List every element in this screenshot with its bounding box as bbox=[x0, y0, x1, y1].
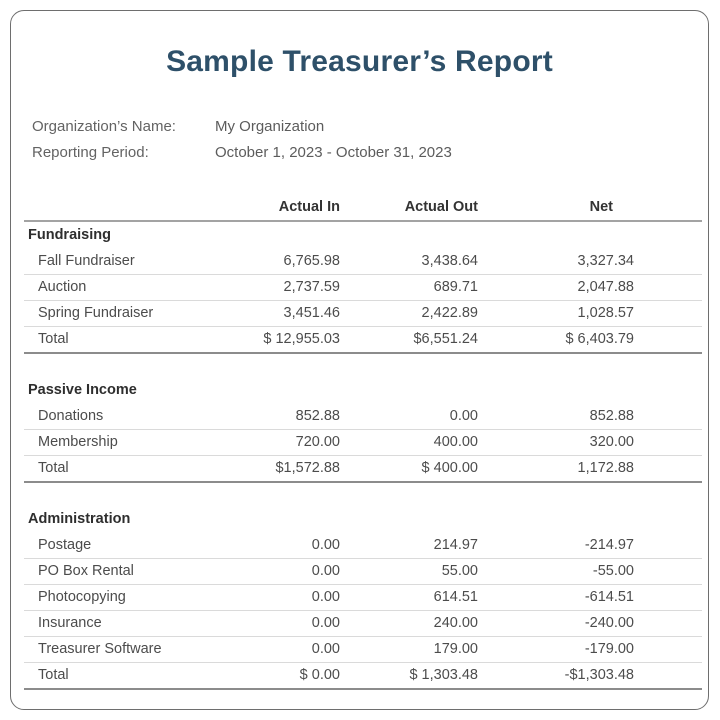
table-row bbox=[24, 326, 702, 354]
actual-out-value: 0.00 bbox=[449, 407, 478, 424]
report-card bbox=[10, 10, 709, 710]
column-header-net: Net bbox=[589, 198, 613, 215]
row-label: Total bbox=[38, 331, 69, 347]
table-row bbox=[24, 403, 702, 429]
net-value: 1,172.88 bbox=[577, 460, 634, 476]
section-header-row bbox=[24, 222, 702, 248]
org-name-row bbox=[32, 114, 708, 140]
row-label: Membership bbox=[38, 434, 118, 450]
actual-in-value: $ 12,955.03 bbox=[263, 331, 340, 347]
actual-in-value: 0.00 bbox=[311, 536, 340, 553]
net-value: 852.88 bbox=[589, 407, 634, 424]
report-meta bbox=[11, 114, 708, 166]
table-row bbox=[24, 558, 702, 584]
actual-out-value: $6,551.24 bbox=[413, 331, 478, 347]
actual-in-value: 0.00 bbox=[311, 589, 340, 605]
net-value: -179.00 bbox=[584, 641, 634, 657]
row-label: Treasurer Software bbox=[38, 641, 162, 657]
report-title: Sample Treasurer’s Report bbox=[166, 45, 553, 78]
table-section bbox=[24, 222, 702, 354]
actual-out-value: 689.71 bbox=[433, 279, 478, 295]
org-name-value: My Organization bbox=[215, 118, 325, 135]
net-value: 320.00 bbox=[589, 434, 634, 450]
row-label: Postage bbox=[38, 536, 92, 553]
net-value: -55.00 bbox=[592, 563, 634, 579]
actual-out-value: 55.00 bbox=[441, 563, 478, 579]
table-row bbox=[24, 610, 702, 636]
section-rows bbox=[24, 532, 702, 690]
table-row bbox=[24, 300, 702, 326]
actual-out-value: $ 400.00 bbox=[421, 460, 478, 476]
actual-in-value: 3,451.46 bbox=[283, 305, 340, 321]
actual-in-value: 0.00 bbox=[311, 615, 340, 631]
table-row bbox=[24, 274, 702, 300]
actual-in-value: 0.00 bbox=[311, 563, 340, 579]
actual-out-value: 400.00 bbox=[433, 434, 478, 450]
table-section bbox=[24, 506, 702, 690]
reporting-period-value: October 1, 2023 - October 31, 2023 bbox=[215, 144, 452, 161]
table-row bbox=[24, 248, 702, 274]
table-section bbox=[24, 377, 702, 483]
table-row bbox=[24, 455, 702, 483]
net-value: -214.97 bbox=[584, 536, 634, 553]
actual-in-value: 0.00 bbox=[311, 641, 340, 657]
net-value: 3,327.34 bbox=[577, 252, 634, 269]
row-label: Total bbox=[38, 667, 69, 683]
actual-in-value: $1,572.88 bbox=[275, 460, 340, 476]
net-value: -614.51 bbox=[584, 589, 634, 605]
row-label: Fall Fundraiser bbox=[38, 252, 135, 269]
reporting-period-row bbox=[32, 140, 708, 166]
section-rows bbox=[24, 403, 702, 483]
report-table bbox=[24, 194, 702, 690]
actual-in-value: 720.00 bbox=[295, 434, 340, 450]
table-row bbox=[24, 532, 702, 558]
net-value: 2,047.88 bbox=[577, 279, 634, 295]
org-name-label: Organization’s Name: bbox=[32, 118, 176, 135]
actual-out-value: 240.00 bbox=[433, 615, 478, 631]
column-header-actual-out: Actual Out bbox=[404, 198, 478, 215]
section-header-row bbox=[24, 377, 702, 403]
table-header-row bbox=[24, 194, 702, 222]
section-header: Fundraising bbox=[28, 226, 111, 243]
section-header: Administration bbox=[28, 510, 131, 527]
row-label: Auction bbox=[38, 279, 87, 295]
actual-out-value: 214.97 bbox=[433, 536, 478, 553]
net-value: -$1,303.48 bbox=[564, 667, 634, 683]
column-header-actual-in: Actual In bbox=[278, 198, 340, 215]
actual-out-value: $ 1,303.48 bbox=[409, 667, 478, 683]
table-row bbox=[24, 584, 702, 610]
row-label: Spring Fundraiser bbox=[38, 305, 154, 321]
actual-in-value: 852.88 bbox=[295, 407, 340, 424]
net-value: $ 6,403.79 bbox=[565, 331, 634, 347]
actual-in-value: $ 0.00 bbox=[299, 667, 340, 683]
row-label: Photocopying bbox=[38, 589, 126, 605]
net-value: 1,028.57 bbox=[577, 305, 634, 321]
row-label: Total bbox=[38, 460, 69, 476]
table-row bbox=[24, 636, 702, 662]
table-row bbox=[24, 429, 702, 455]
actual-out-value: 179.00 bbox=[433, 641, 478, 657]
actual-in-value: 6,765.98 bbox=[283, 252, 340, 269]
row-label: PO Box Rental bbox=[38, 563, 134, 579]
table-sections bbox=[24, 222, 702, 690]
section-rows bbox=[24, 248, 702, 354]
row-label: Donations bbox=[38, 407, 104, 424]
section-header: Passive Income bbox=[28, 381, 137, 398]
reporting-period-label: Reporting Period: bbox=[32, 144, 149, 161]
actual-out-value: 614.51 bbox=[433, 589, 478, 605]
table-row bbox=[24, 662, 702, 690]
net-value: -240.00 bbox=[584, 615, 634, 631]
row-label: Insurance bbox=[38, 615, 102, 631]
actual-out-value: 3,438.64 bbox=[421, 252, 478, 269]
actual-out-value: 2,422.89 bbox=[421, 305, 478, 321]
section-header-row bbox=[24, 506, 702, 532]
actual-in-value: 2,737.59 bbox=[283, 279, 340, 295]
